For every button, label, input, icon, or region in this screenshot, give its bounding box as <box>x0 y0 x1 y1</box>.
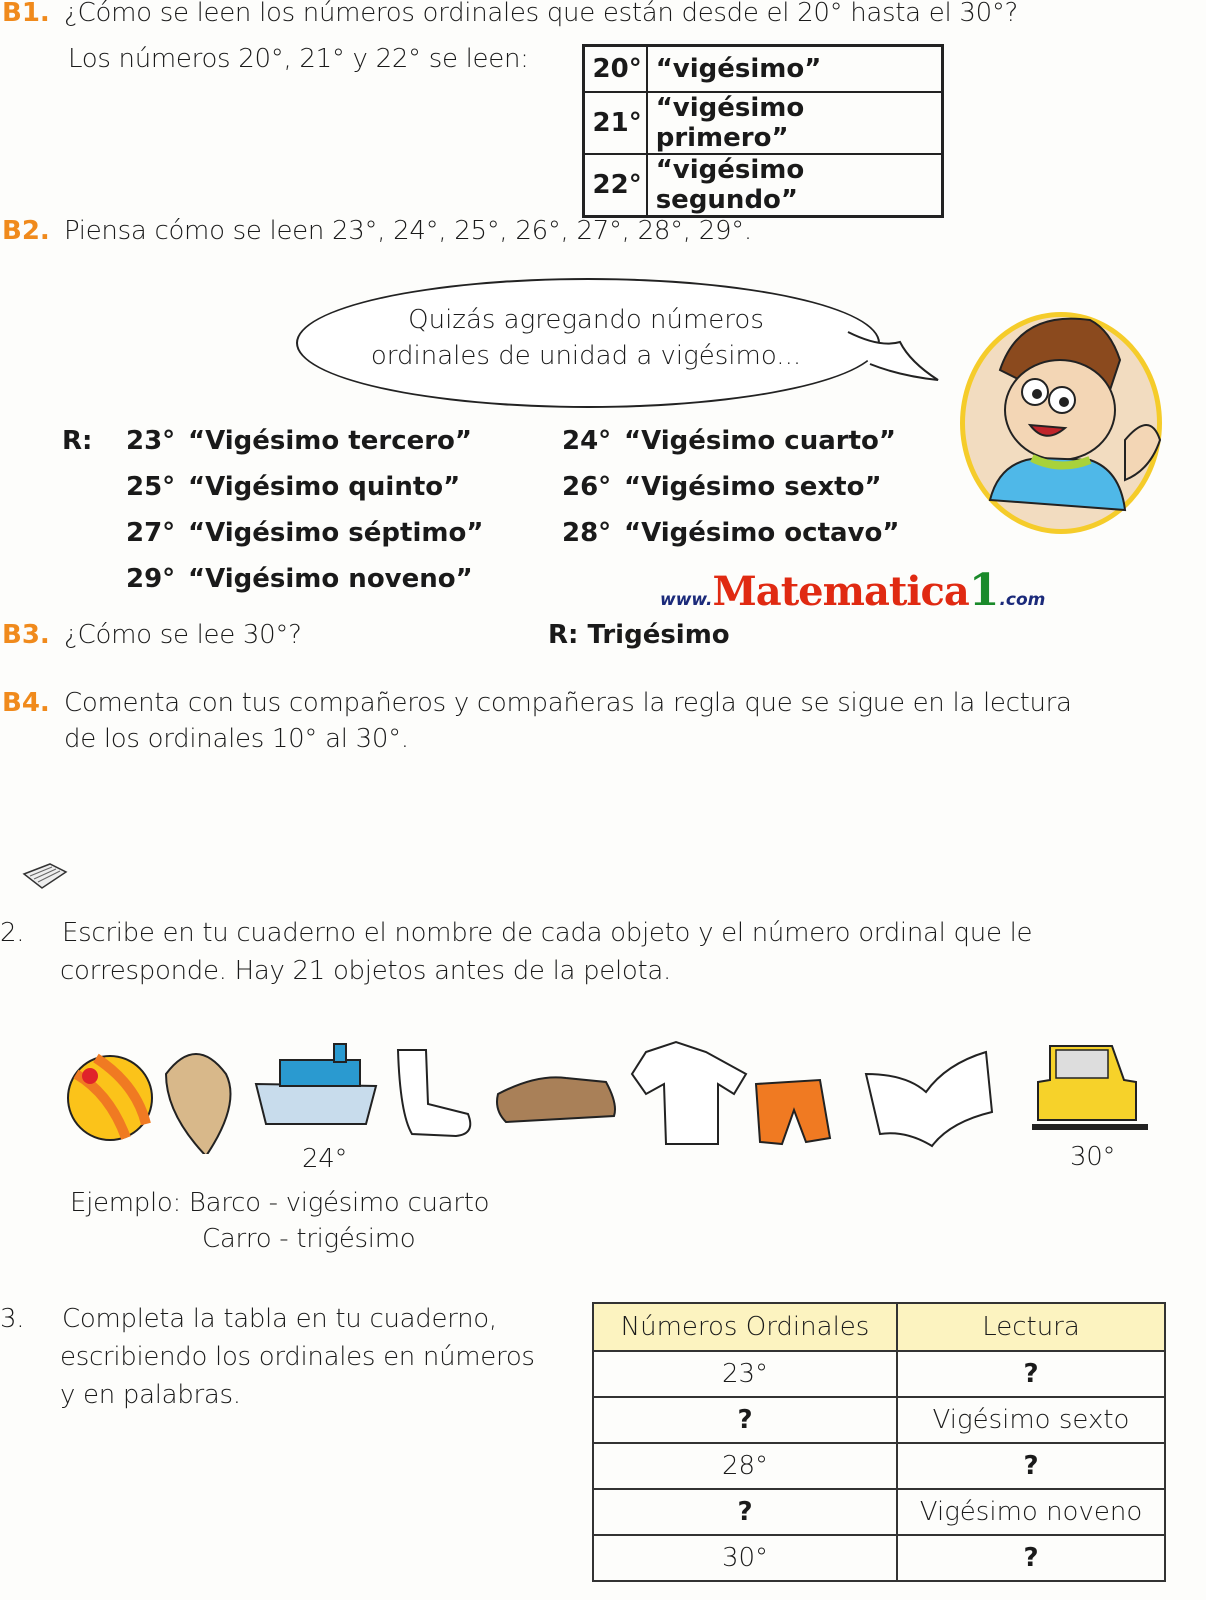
table-row <box>584 46 943 93</box>
b1-intro: Los números 20°, 21° y 22° se leen: <box>68 44 529 74</box>
answer-word: “Vigésimo tercero” <box>188 426 473 456</box>
shoe-icon <box>497 1077 615 1122</box>
cell-reading: ? <box>897 1535 1165 1581</box>
spinning-top-icon <box>166 1054 231 1154</box>
b3-answer: R: Trigésimo <box>548 620 730 650</box>
answer-number: 24° <box>562 426 612 456</box>
ex3-number: 3. <box>0 1304 25 1334</box>
bubble-line-2: ordinales de unidad a vigésimo... <box>370 341 802 371</box>
b3-question: ¿Cómo se lee 30°? <box>64 620 302 650</box>
ordinals-table <box>592 1302 1166 1582</box>
answer-24 <box>562 426 896 456</box>
ball-icon <box>68 1056 152 1140</box>
ex2-line1: Escribe en tu cuaderno el nombre de cada objeto y el número ordinal que le <box>62 918 1033 948</box>
shorts-icon <box>756 1080 830 1144</box>
answer-28 <box>562 518 899 548</box>
answer-word: “Vigésimo quinto” <box>188 472 461 502</box>
answer-23 <box>126 426 472 456</box>
header-reading: Lectura <box>897 1303 1165 1351</box>
answer-word: “Vigésimo octavo” <box>624 518 900 548</box>
b1-ordinal-table <box>582 44 944 218</box>
shirt-icon <box>632 1042 746 1144</box>
boat-ordinal-label: 24° <box>302 1144 348 1174</box>
table-row <box>593 1443 1165 1489</box>
boat-icon <box>256 1044 376 1124</box>
answer-prefix: R: <box>62 426 93 456</box>
b1-label: B1. <box>2 0 50 28</box>
ex3-line3: y en palabras. <box>60 1380 241 1410</box>
b3-label: B3. <box>2 620 50 650</box>
answer-25 <box>126 472 460 502</box>
speech-bubble-text <box>296 302 876 374</box>
answer-word: “Vigésimo séptimo” <box>188 518 484 548</box>
book-icon <box>866 1052 992 1146</box>
logo-name: Matematica <box>712 568 969 615</box>
table-row <box>584 92 943 154</box>
ordinal-number: 21° <box>584 92 647 154</box>
answer-27 <box>126 518 483 548</box>
ordinal-word: “vigésimo primero” <box>647 92 943 154</box>
cell-number: ? <box>593 1489 897 1535</box>
answer-word: “Vigésimo noveno” <box>188 564 473 594</box>
answer-number: 26° <box>562 472 612 502</box>
matematica1-logo[interactable] <box>660 565 1045 616</box>
cell-number: ? <box>593 1397 897 1443</box>
b2-question: Piensa cómo se leen 23°, 24°, 25°, 26°, 27°, 28°, 29°. <box>64 216 752 246</box>
ordinal-word: “vigésimo segundo” <box>647 154 943 217</box>
ex2-example1: Ejemplo: Barco - vigésimo cuarto <box>70 1188 490 1218</box>
b4-line2: de los ordinales 10° al 30°. <box>64 724 409 754</box>
cell-number: 28° <box>593 1443 897 1489</box>
table-row <box>593 1397 1165 1443</box>
boy-character-icon <box>960 300 1170 530</box>
answer-26 <box>562 472 882 502</box>
answer-number: 28° <box>562 518 612 548</box>
ordinal-number: 20° <box>584 46 647 93</box>
logo-www: www. <box>660 590 713 610</box>
table-row <box>593 1535 1165 1581</box>
ex2-example2: Carro - trigésimo <box>202 1224 416 1254</box>
table-row <box>584 154 943 217</box>
ex2-line2: corresponde. Hay 21 objetos antes de la pelota. <box>60 956 672 986</box>
ex2-number: 2. <box>0 918 25 948</box>
ex3-line2: escribiendo los ordinales en números <box>60 1342 535 1372</box>
car-ordinal-label: 30° <box>1070 1142 1116 1172</box>
cell-number: 30° <box>593 1535 897 1581</box>
ordinal-word: “vigésimo” <box>647 46 943 93</box>
b4-label: B4. <box>2 688 50 718</box>
answer-number: 23° <box>126 426 176 456</box>
answer-number: 29° <box>126 564 176 594</box>
header-ordinal-numbers: Números Ordinales <box>593 1303 897 1351</box>
answer-number: 27° <box>126 518 176 548</box>
table-row <box>593 1489 1165 1535</box>
logo-com: .com <box>999 590 1046 610</box>
answer-word: “Vigésimo sexto” <box>624 472 882 502</box>
objects-row <box>66 1034 1156 1154</box>
bubble-line-1: Quizás agregando números <box>408 305 764 335</box>
cell-reading: Vigésimo noveno <box>897 1489 1165 1535</box>
cell-number: 23° <box>593 1351 897 1397</box>
b4-line1: Comenta con tus compañeros y compañeras la regla que se sigue en la lectura <box>64 688 1072 718</box>
answer-number: 25° <box>126 472 176 502</box>
table-row <box>593 1351 1165 1397</box>
b1-question: ¿Cómo se leen los números ordinales que están desde el 20° hasta el 30°? <box>64 0 1019 28</box>
ordinal-number: 22° <box>584 154 647 217</box>
table-header <box>593 1303 1165 1351</box>
notebook-icon <box>20 860 70 892</box>
cell-reading: ? <box>897 1443 1165 1489</box>
ex3-line1: Completa la tabla en tu cuaderno, <box>62 1304 497 1334</box>
b2-label: B2. <box>2 216 50 246</box>
sock-icon <box>398 1050 470 1136</box>
car-icon <box>1032 1046 1148 1130</box>
answer-29 <box>126 564 473 594</box>
answer-word: “Vigésimo cuarto” <box>624 426 896 456</box>
cell-reading: Vigésimo sexto <box>897 1397 1165 1443</box>
logo-one: 1 <box>968 565 1000 616</box>
cell-reading: ? <box>897 1351 1165 1397</box>
